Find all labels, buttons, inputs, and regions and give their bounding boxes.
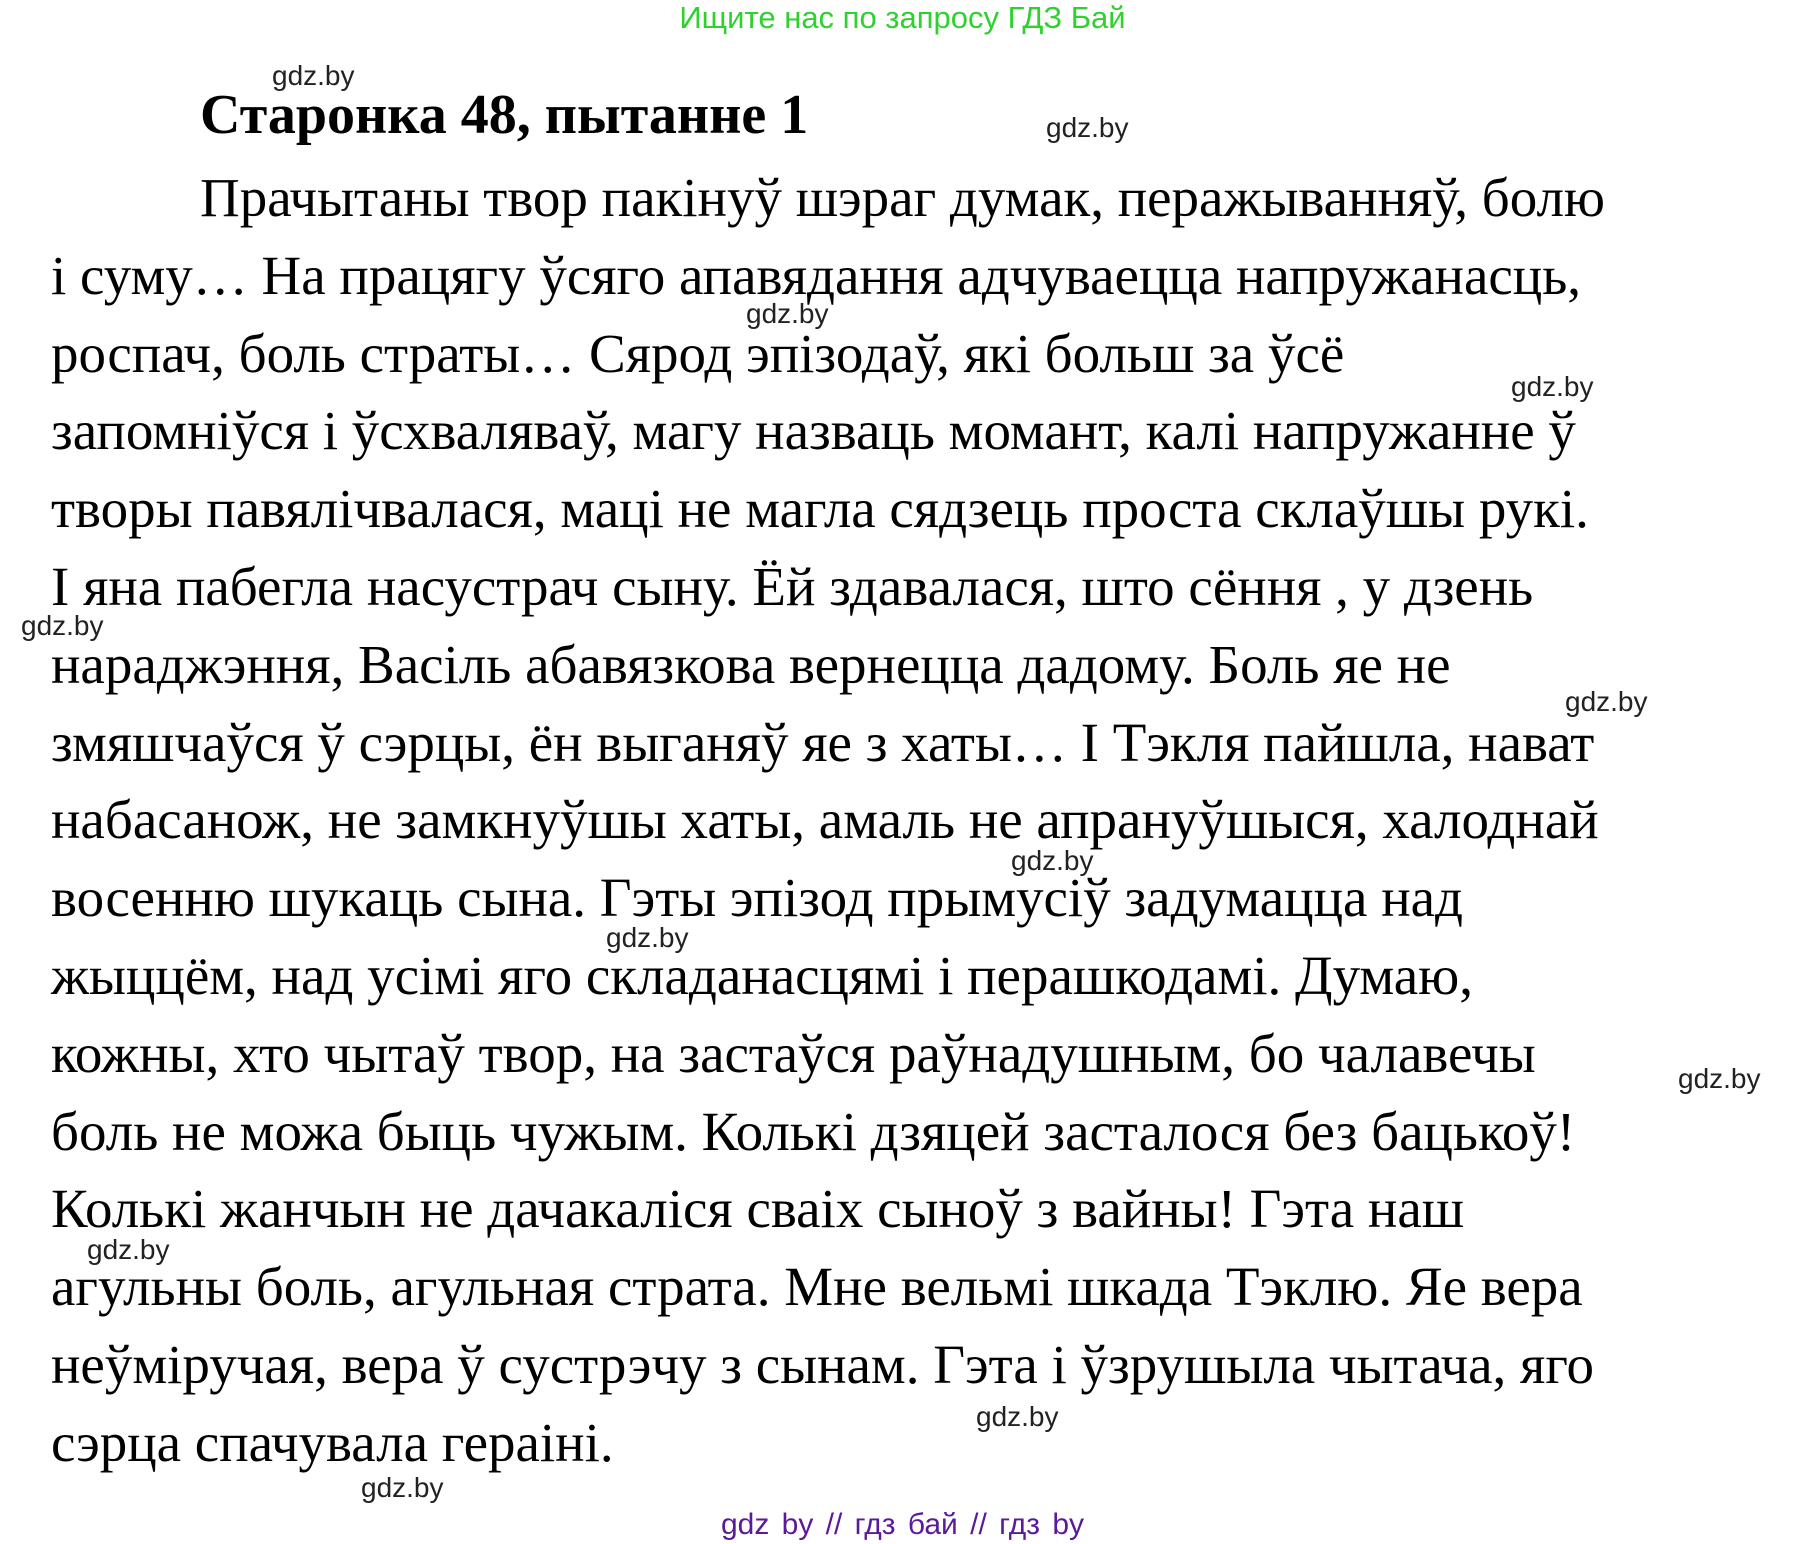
watermark: gdz.by [746,298,829,329]
text-line: І яна пабегла насустрач сыну. Ёй здавалася, што сёння , у дзень [51,555,1534,617]
watermark: gdz.by [606,922,689,953]
text-line: змяшчаўся ў сэрцы, ён выганяў яе з хаты… І Тэкля пайшла, нават [51,711,1595,773]
watermark: gdz.by [361,1472,444,1503]
watermark: gdz.by [1565,686,1648,717]
text-line: запомніўся і ўсхваляваў, магу назваць момант, калі напружанне ў [51,400,1576,462]
watermark: gdz.by [976,1401,1059,1432]
text-line: неўміручая, вера ў сустрэчу з сынам. Гэта і ўзрушыла чытача, яго [51,1333,1595,1395]
text-line: боль не можа быць чужым. Колькі дзяцей засталося без бацькоў! [51,1100,1576,1162]
watermark: gdz.by [1511,371,1594,402]
watermark: gdz.by [87,1234,170,1265]
text-line: восенню шукаць сына. Гэты эпізод прымусіў задумацца над [51,867,1464,929]
text-line: творы павялічвалася, маці не магла сядзець проста склаўшы рукі. [51,478,1589,540]
text-line: і суму… На працягу ўсяго апавядання адчуваецца напружанасць, [51,244,1582,306]
watermark: gdz.by [1678,1063,1761,1094]
watermark: gdz.by [1011,845,1094,876]
search-hint-banner: Ищите нас по запросу ГДЗ Бай [679,0,1126,35]
text-line: сэрца спачувала гераіні. [51,1411,614,1473]
answer-text [51,159,1751,1482]
watermark: gdz.by [21,610,104,641]
watermark: gdz.by [272,60,355,91]
footer-links: gdz by // гдз бай // гдз by [720,1508,1085,1541]
text-line: жыццём, над усімі яго складанасцямі і перашкодамі. Думаю, [51,944,1474,1006]
text-line: роспач, боль страты… Сярод эпізодаў, які больш за ўсё [51,322,1345,384]
text-line: кожны, хто чытаў твор, на застаўся раўнадушным, бо чалавечы [51,1022,1536,1084]
text-line: Колькі жанчын не дачакаліся сваіх сыноў з вайны! Гэта наш [51,1178,1465,1240]
text-line: агульны боль, агульная страта. Мне вельмі шкада Тэклю. Яе вера [51,1256,1583,1318]
text-line: набасанож, не замкнуўшы хаты, амаль не апрануўшыся, халоднай [51,789,1599,851]
text-line: нараджэння, Васіль абавязкова вернецца дадому. Боль яе не [51,633,1451,695]
watermark: gdz.by [1046,112,1129,143]
page-title: Старонка 48, пытанне 1 [200,84,809,146]
text-line: Прачытаны твор пакінуў шэраг думак, перажыванняў, болю [200,167,1606,228]
